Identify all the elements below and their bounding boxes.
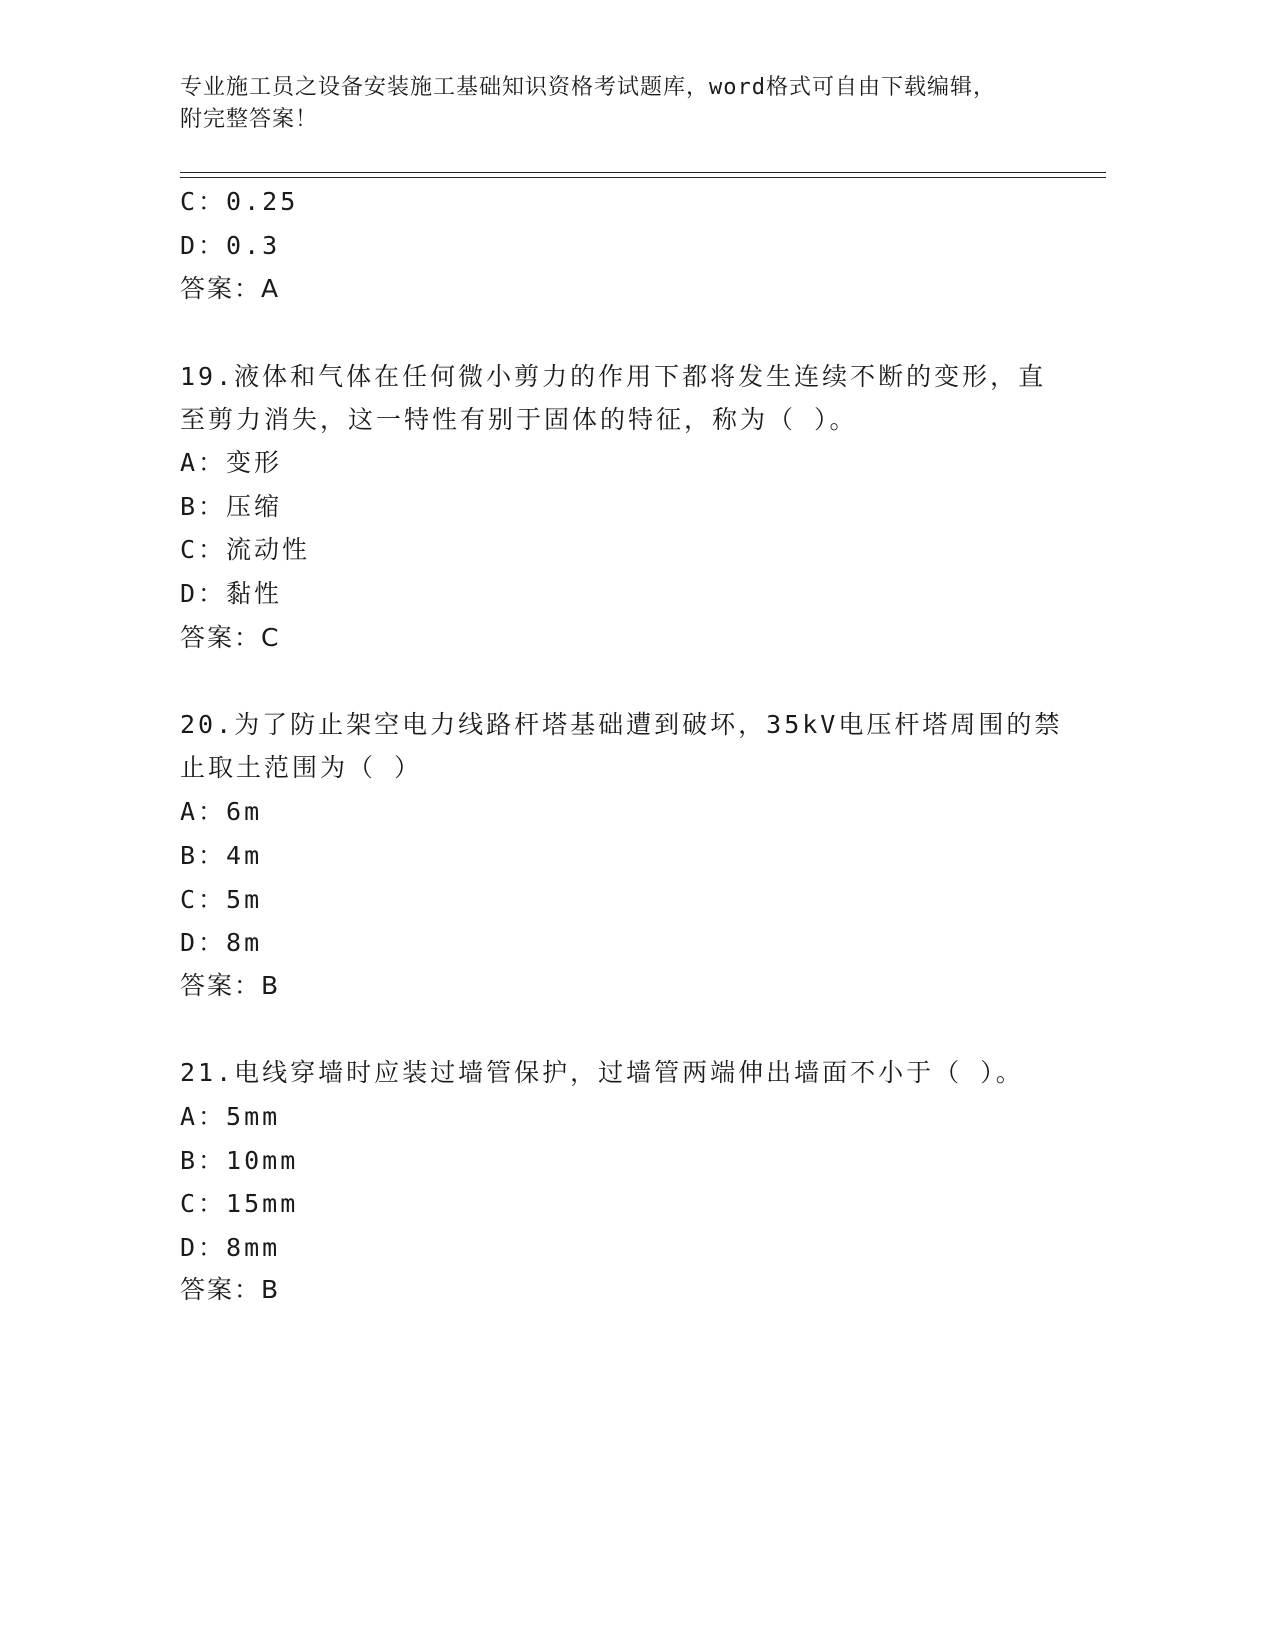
q20-stem-line-1: 20.为了防止架空电力线路杆塔基础遭到破坏，35kV电压杆塔周围的禁 [180,710,1063,739]
header-divider-bottom [180,177,1106,178]
header-divider-top [180,172,1106,173]
q19-option-b: B：压缩 [180,492,283,521]
q20-option-c: C：5m [180,885,263,914]
q21-option-b: B：10mm [180,1146,299,1175]
q18-option-c: C：0.25 [180,187,299,216]
q21-option-a: A：5mm [180,1102,281,1131]
page-header [180,72,1060,136]
q21-option-d: D：8mm [180,1233,281,1262]
q19-answer: 答案：C [180,623,281,652]
q19-stem-line-2: 至剪力消失，这一特性有别于固体的特征，称为（ ）。 [180,405,858,434]
q18-option-d: D：0.3 [180,231,281,260]
q19-option-d: D：黏性 [180,579,283,608]
q19-option-a: A：变形 [180,448,283,477]
q20-answer: 答案：B [180,971,281,1000]
q19-option-c: C：流动性 [180,535,311,564]
q21-option-c: C：15mm [180,1189,299,1218]
q18-answer: 答案：A [180,274,281,303]
q20-option-a: A：6m [180,797,263,826]
q19-stem-line-1: 19.液体和气体在任何微小剪力的作用下都将发生连续不断的变形，直 [180,362,1047,391]
q20-option-d: D：8m [180,928,263,957]
header-line-2: 附完整答案！ [180,107,319,132]
q20-option-b: B：4m [180,841,263,870]
q21-answer: 答案：B [180,1275,281,1304]
q21-stem-line-1: 21.电线穿墙时应装过墙管保护，过墙管两端伸出墙面不小于（ ）。 [180,1058,1024,1087]
q20-stem-line-2: 止取土范围为（ ） [180,753,423,782]
header-line-1: 专业施工员之设备安装施工基础知识资格考试题库，word格式可自由下载编辑， [180,75,996,100]
